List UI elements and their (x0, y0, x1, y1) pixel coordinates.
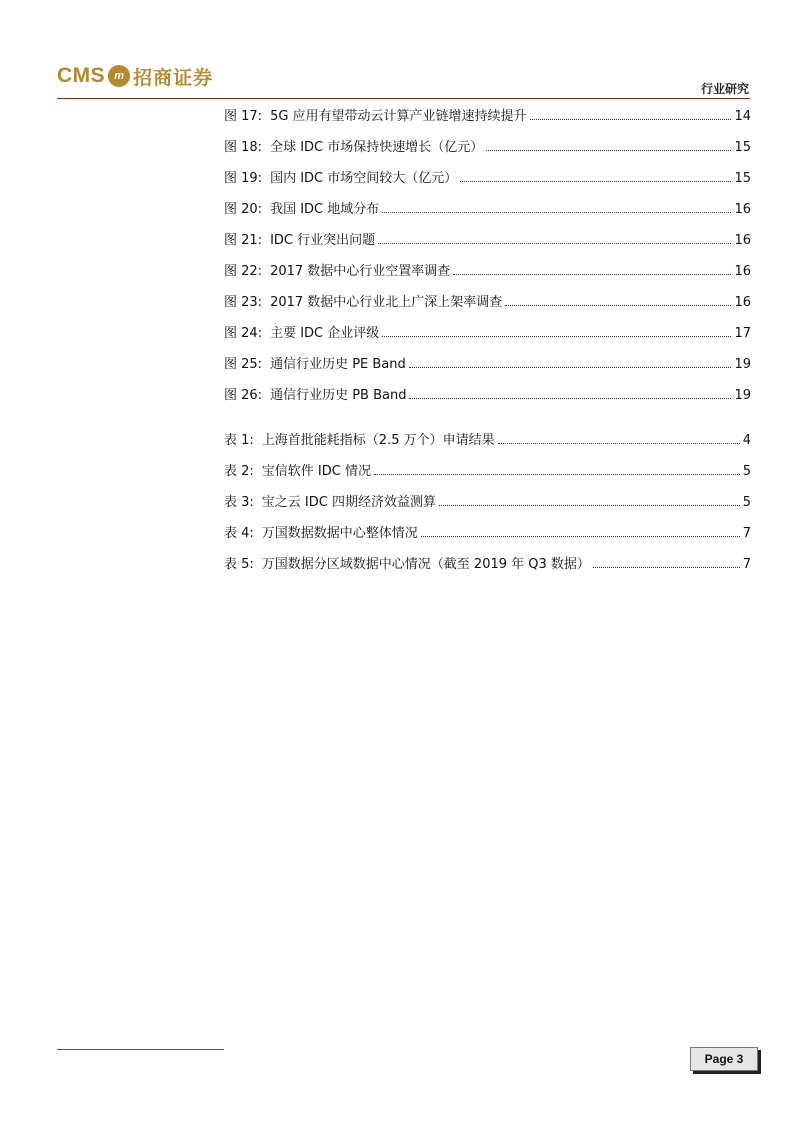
toc-entry-title: IDC 行业突出问题 (270, 233, 376, 248)
toc-entry-title: 宝信软件 IDC 情况 (261, 464, 371, 479)
toc-entry-page: 5 (742, 464, 751, 479)
toc-table-entry[interactable] (224, 460, 751, 491)
toc-figure-entry[interactable] (224, 167, 751, 198)
page-header (0, 0, 793, 100)
toc-entry-label: 图 21: (224, 233, 263, 248)
page-number: Page 3 (704, 1052, 744, 1066)
toc-leader-dots (505, 291, 731, 306)
toc-leader-dots (382, 322, 731, 337)
toc-figure-entry[interactable] (224, 198, 751, 229)
toc-leader-dots (409, 384, 731, 399)
toc-leader-dots (378, 229, 731, 244)
toc-entry-page: 16 (734, 264, 751, 279)
toc-entry-title: 主要 IDC 企业评级 (270, 326, 380, 341)
toc-figure-entry[interactable] (224, 322, 751, 353)
toc-entry-page: 5 (742, 495, 751, 510)
toc-entry-label: 图 26: (224, 388, 263, 403)
toc-figure-entry[interactable] (224, 136, 751, 167)
table-of-contents (224, 105, 751, 584)
toc-entry-label: 表 5: (224, 557, 254, 572)
toc-figure-entry[interactable] (224, 384, 751, 415)
toc-entry-label: 图 19: (224, 171, 263, 186)
list-gap (224, 415, 751, 429)
toc-entry-title: 2017 数据中心行业北上广深上架率调查 (270, 295, 503, 310)
toc-entry-label: 表 1: (224, 433, 254, 448)
toc-entry-title: 宝之云 IDC 四期经济效益测算 (261, 495, 436, 510)
toc-entry-page: 15 (734, 140, 751, 155)
toc-entry-title: 2017 数据中心行业空置率调查 (270, 264, 451, 279)
toc-entry-label: 图 17: (224, 109, 263, 124)
toc-table-entry[interactable] (224, 522, 751, 553)
toc-entry-title: 通信行业历史 PB Band (270, 388, 407, 403)
figure-list (224, 105, 751, 415)
logo-emblem-icon: m (108, 65, 130, 87)
cms-logo (57, 62, 213, 90)
toc-entry-label: 表 4: (224, 526, 254, 541)
toc-entry-label: 表 3: (224, 495, 254, 510)
logo-latin-text: CMS (57, 64, 106, 87)
toc-entry-title: 万国数据数据中心整体情况 (261, 526, 418, 541)
toc-entry-page: 7 (742, 526, 751, 541)
toc-leader-dots (374, 460, 740, 475)
toc-entry-title: 5G 应用有望带动云计算产业链增速持续提升 (270, 109, 527, 124)
toc-entry-page: 19 (734, 388, 751, 403)
toc-leader-dots (486, 136, 731, 151)
toc-figure-entry[interactable] (224, 260, 751, 291)
toc-table-entry[interactable] (224, 429, 751, 460)
toc-entry-page: 16 (734, 202, 751, 217)
page-number-box (690, 1047, 758, 1071)
toc-entry-label: 图 24: (224, 326, 263, 341)
toc-leader-dots (439, 491, 740, 506)
toc-entry-label: 图 18: (224, 140, 263, 155)
toc-entry-page: 7 (742, 557, 751, 572)
toc-entry-title: 万国数据分区域数据中心情况（截至 2019 年 Q3 数据） (261, 557, 590, 572)
section-label: 行业研究 (700, 82, 749, 96)
footer-divider (57, 1049, 224, 1050)
toc-entry-title: 国内 IDC 市场空间较大（亿元） (270, 171, 458, 186)
toc-leader-dots (460, 167, 731, 182)
toc-entry-page: 19 (734, 357, 751, 372)
toc-figure-entry[interactable] (224, 229, 751, 260)
header-divider (57, 98, 750, 99)
toc-entry-page: 15 (734, 171, 751, 186)
toc-entry-page: 17 (734, 326, 751, 341)
toc-leader-dots (453, 260, 731, 275)
toc-table-entry[interactable] (224, 491, 751, 522)
table-list (224, 429, 751, 584)
toc-figure-entry[interactable] (224, 105, 751, 136)
toc-entry-title: 通信行业历史 PE Band (270, 357, 406, 372)
toc-entry-label: 图 25: (224, 357, 263, 372)
toc-entry-title: 上海首批能耗指标（2.5 万个）申请结果 (261, 433, 495, 448)
toc-figure-entry[interactable] (224, 353, 751, 384)
logo-chinese-text: 招商证券 (133, 66, 214, 89)
toc-entry-label: 表 2: (224, 464, 254, 479)
toc-leader-dots (409, 353, 732, 368)
toc-entry-label: 图 20: (224, 202, 263, 217)
toc-entry-title: 全球 IDC 市场保持快速增长（亿元） (270, 140, 484, 155)
toc-entry-page: 16 (734, 233, 751, 248)
toc-leader-dots (593, 553, 740, 568)
toc-table-entry[interactable] (224, 553, 751, 584)
toc-leader-dots (498, 429, 740, 444)
toc-leader-dots (421, 522, 740, 537)
toc-entry-label: 图 23: (224, 295, 263, 310)
toc-leader-dots (530, 105, 732, 120)
toc-entry-label: 图 22: (224, 264, 263, 279)
toc-figure-entry[interactable] (224, 291, 751, 322)
toc-entry-page: 14 (734, 109, 751, 124)
toc-entry-page: 4 (742, 433, 751, 448)
toc-entry-page: 16 (734, 295, 751, 310)
toc-leader-dots (382, 198, 731, 213)
toc-entry-title: 我国 IDC 地域分布 (270, 202, 380, 217)
